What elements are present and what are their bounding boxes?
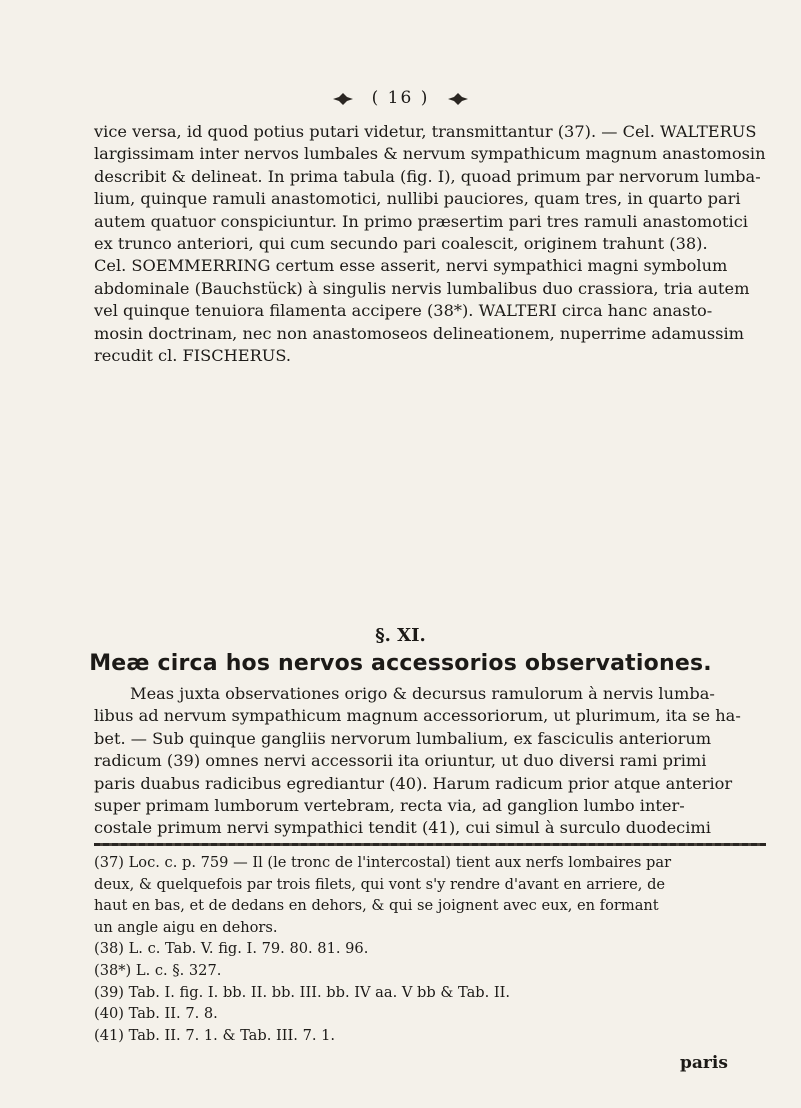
text-line: abdominale (Bauchstück) à singulis nervis lumbalibus duo crassiora, tria autem [94, 278, 750, 298]
text-line: Cel. SOEMMERRING certum esse asserit, nervi sympathici magni symbolum [94, 256, 728, 276]
footnote-line: deux, & quelquefois par trois filets, qui vont s'y rendre d'avant en arriere, de [94, 875, 666, 893]
text-line: mosin doctrinam, nec non anastomoseos delineationem, nuperrime adamussim [94, 323, 745, 343]
ornament-right-icon [447, 92, 469, 106]
page-number: ( 16 ) [371, 88, 430, 108]
text-line: vel quinque tenuiora filamenta accipere (38*). WALTERI circa hanc anasto- [94, 301, 713, 321]
text-line: describit & delineat. In prima tabula (fig. I), quoad primum par nervorum lumba- [94, 166, 761, 186]
text-line: costale primum nervi sympathici tendit (41), cui simul à surculo duodecimi [94, 818, 711, 838]
text-line: bet. — Sub quinque gangliis nervorum lumbalium, ex fasciculis anteriorum [94, 728, 712, 748]
footnote-line: (40) Tab. II. 7. 8. [94, 1005, 218, 1023]
footnote-line: (38*) L. c. §. 327. [94, 961, 222, 979]
text-line: ex trunco anteriori, qui cum secundo pari coalescit, originem trahunt (38). [94, 234, 708, 254]
footnote-line: haut en bas, et de dedans en dehors, & qui se joignent avec eux, en formant [94, 897, 659, 915]
section-heading: Meæ circa hos nervos accessorios observationes. [89, 651, 712, 676]
footnote-line: (38) L. c. Tab. V. fig. I. 79. 80. 81. 96. [94, 940, 369, 958]
text-line: largissimam inter nervos lumbales & nervum sympathicum magnum anastomosin [94, 144, 766, 164]
footnote-line: (37) Loc. c. p. 759 — Il (le tronc de l'intercostal) tient aux nerfs lombaires par [94, 854, 672, 871]
text-line: libus ad nervum sympathicum magnum accessoriorum, ut plurimum, ita se ha- [94, 706, 741, 726]
ornament-left-icon [332, 92, 354, 106]
text-line: Meas juxta observationes origo & decursus ramulorum à nervis lumba- [130, 684, 715, 703]
paragraph-2 [94, 683, 766, 840]
text-line: vice versa, id quod potius putari videtur, transmittantur (37). — Cel. WALTERUS [94, 122, 757, 141]
footnote-line: (39) Tab. I. fig. I. bb. II. bb. III. bb. IV aa. V bb & Tab. II. [94, 983, 511, 1001]
text-line: super primam lumborum vertebram, recta via, ad ganglion lumbo inter- [94, 796, 685, 816]
page-header [0, 88, 801, 108]
text-line: recudit cl. FISCHERUS. [94, 346, 292, 366]
catchword: paris [680, 1053, 728, 1073]
section-number: §. XI. [375, 625, 426, 646]
footnote-line: un angle aigu en dehors. [94, 918, 278, 936]
text-line: paris duabus radicibus egrediantur (40). Harum radicum prior atque anterior [94, 773, 733, 793]
footnotes [94, 852, 774, 1046]
footnote-line: (41) Tab. II. 7. 1. & Tab. III. 7. 1. [94, 1026, 336, 1044]
text-line: radicum (39) omnes nervi accessorii ita oriuntur, ut duo diversi rami primi [94, 751, 707, 771]
text-line: autem quatuor conspiciuntur. In primo præsertim pari tres ramuli anastomotici [94, 211, 748, 231]
text-line: lium, quinque ramuli anastomotici, nullibi pauciores, quam tres, in quarto pari [94, 189, 741, 209]
footnote-rule [94, 843, 766, 846]
paragraph-1 [94, 121, 766, 367]
